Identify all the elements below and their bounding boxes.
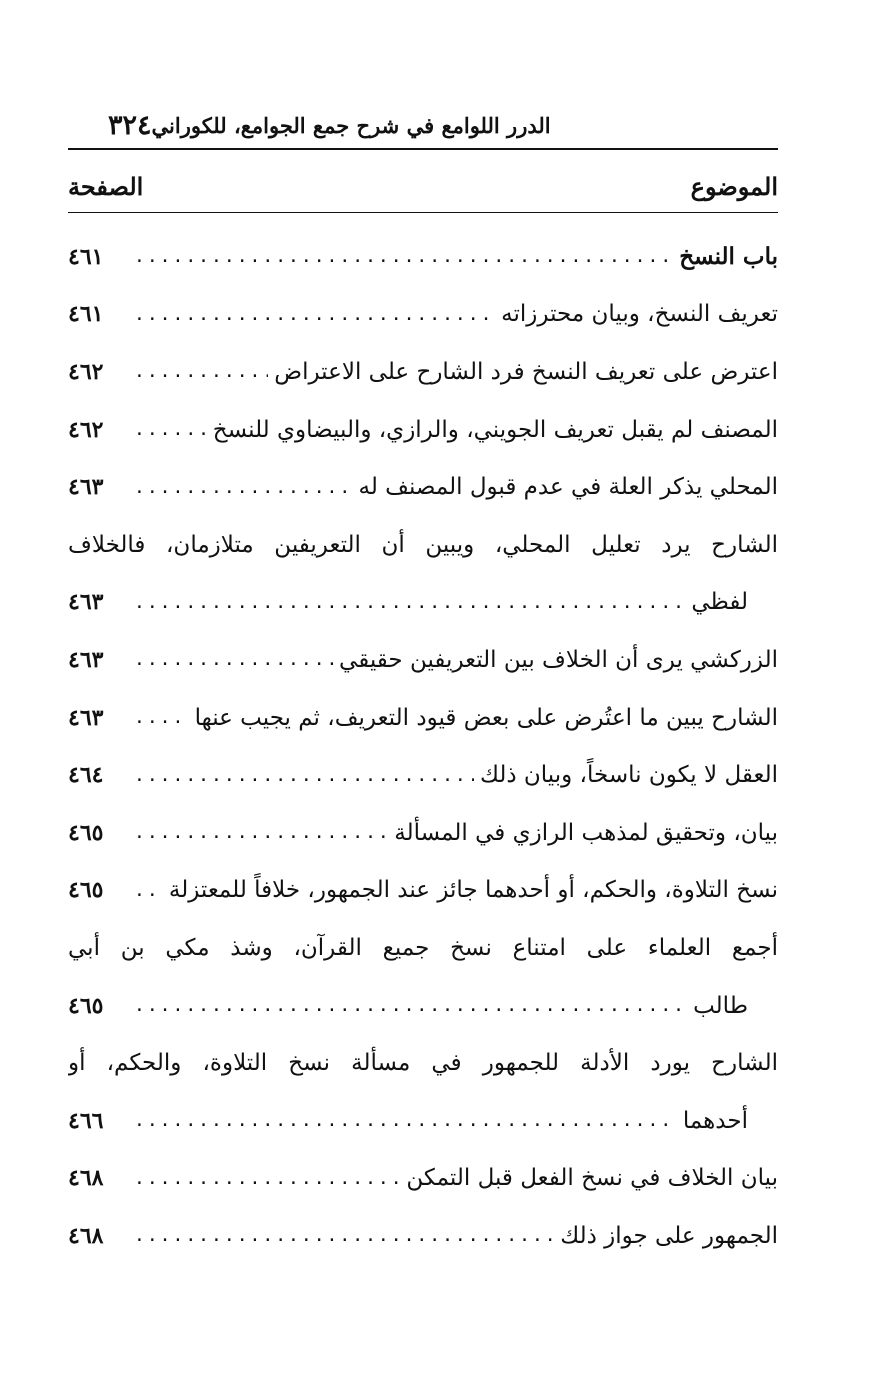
toc-entry <box>68 401 778 459</box>
toc-entry-page: ٤٦١ <box>68 243 104 270</box>
toc-entry-page: ٤٦٣ <box>68 646 104 673</box>
toc-entry-page: ٤٦٥ <box>68 819 104 846</box>
toc-entry-title: المحلي يذكر العلة في عدم قبول المصنف له <box>358 474 778 501</box>
dot-leader <box>134 822 388 843</box>
toc-entry <box>68 1207 778 1265</box>
toc-entry-page: ٤٦٣ <box>68 589 104 616</box>
toc-entry-page: ٤٦٥ <box>68 992 104 1019</box>
toc-entry-page: ٤٦٢ <box>68 358 104 385</box>
toc-entry-title: الشارح يبين ما اعتُرض على بعض قيود التعريف، ثم يجيب عنها <box>194 704 778 731</box>
dot-leader <box>134 1168 400 1189</box>
columns-header <box>68 164 778 208</box>
toc-entry-title: الشارح يرد تعليل المحلي، ويبين أن التعريفين متلازمان، فالخلاف <box>68 531 778 558</box>
toc-entry-continuation <box>68 574 778 632</box>
dot-leader <box>134 592 685 613</box>
dot-leader <box>134 304 495 325</box>
toc-entry-title: المصنف لم يقبل تعريف الجويني، والرازي، والبيضاوي للنسخ <box>212 416 778 443</box>
toc-entry <box>68 343 778 401</box>
toc-entry-title: الجمهور على جواز ذلك <box>560 1222 778 1249</box>
dot-leader <box>134 765 474 786</box>
toc-entry <box>68 862 778 920</box>
toc-entry-continuation <box>68 1092 778 1150</box>
toc-entry-title: نسخ التلاوة، والحكم، أو أحدهما جائز عند الجمهور، خلافاً للمعتزلة <box>168 877 778 904</box>
toc-entry <box>68 1150 778 1208</box>
dot-leader <box>134 707 189 728</box>
toc-entry-title: تعريف النسخ، وبيان محترزاته <box>501 301 778 328</box>
toc-entry <box>68 228 778 286</box>
toc-entry-title: بيان الخلاف في نسخ الفعل قبل التمكن <box>406 1165 778 1192</box>
toc-entry <box>68 689 778 747</box>
dot-leader <box>134 361 268 382</box>
toc-entry-title-continued: أحدهما <box>682 1107 748 1134</box>
page-column-heading: الصفحة <box>68 171 144 201</box>
dot-leader <box>134 880 163 901</box>
toc-entry-page: ٤٦٤ <box>68 762 104 789</box>
dot-leader <box>134 419 207 440</box>
toc-entry-first-line <box>68 1034 778 1092</box>
toc-entry-first-line <box>68 919 778 977</box>
dot-leader <box>134 995 687 1016</box>
toc-entry-page: ٤٦١ <box>68 301 104 328</box>
book-title: الدرر اللوامع في شرح جمع الجوامع، للكوراني <box>151 113 551 138</box>
toc-entry-title-continued: طالب <box>693 992 748 1019</box>
toc-entry-title: اعترض على تعريف النسخ فرد الشارح على الاعتراض <box>274 358 778 385</box>
toc-entry <box>68 458 778 516</box>
dot-leader <box>134 649 333 670</box>
toc-entry-page: ٤٦٨ <box>68 1222 104 1249</box>
toc-entry-title: بيان، وتحقيق لمذهب الرازي في المسألة <box>394 819 778 846</box>
toc-entry-page: ٤٦٢ <box>68 416 104 443</box>
dot-leader <box>134 246 673 267</box>
table-of-contents <box>68 228 778 1265</box>
toc-entry-first-line <box>68 516 778 574</box>
toc-entry-title: العقل لا يكون ناسخاً، وبيان ذلك <box>479 762 778 789</box>
toc-entry-title: باب النسخ <box>679 243 778 271</box>
toc-entry <box>68 631 778 689</box>
toc-entry-continuation <box>68 977 778 1035</box>
header-rule <box>68 148 778 150</box>
toc-entry <box>68 804 778 862</box>
running-header <box>68 100 778 144</box>
toc-entry-page: ٤٦٣ <box>68 704 104 731</box>
toc-entry-title: أجمع العلماء على امتناع نسخ جميع القرآن، وشذ مكي بن أبي <box>68 934 778 961</box>
toc-entry-page: ٤٦٣ <box>68 474 104 501</box>
toc-entry <box>68 286 778 344</box>
toc-entry-page: ٤٦٨ <box>68 1165 104 1192</box>
topic-column-heading: الموضوع <box>690 171 778 201</box>
toc-entry-title-continued: لفظي <box>691 589 748 616</box>
dot-leader <box>134 1110 677 1131</box>
toc-entry-title: الشارح يورد الأدلة للجمهور في مسألة نسخ التلاوة، والحكم، أو <box>68 1050 778 1077</box>
dot-leader <box>134 1225 554 1246</box>
page-number: ٣٢٤ <box>108 110 152 141</box>
toc-entry-page: ٤٦٥ <box>68 877 104 904</box>
toc-entry-page: ٤٦٦ <box>68 1107 104 1134</box>
columns-rule <box>68 212 778 213</box>
dot-leader <box>134 477 352 498</box>
toc-entry-title: الزركشي يرى أن الخلاف بين التعريفين حقيقي <box>339 646 778 673</box>
toc-entry <box>68 746 778 804</box>
